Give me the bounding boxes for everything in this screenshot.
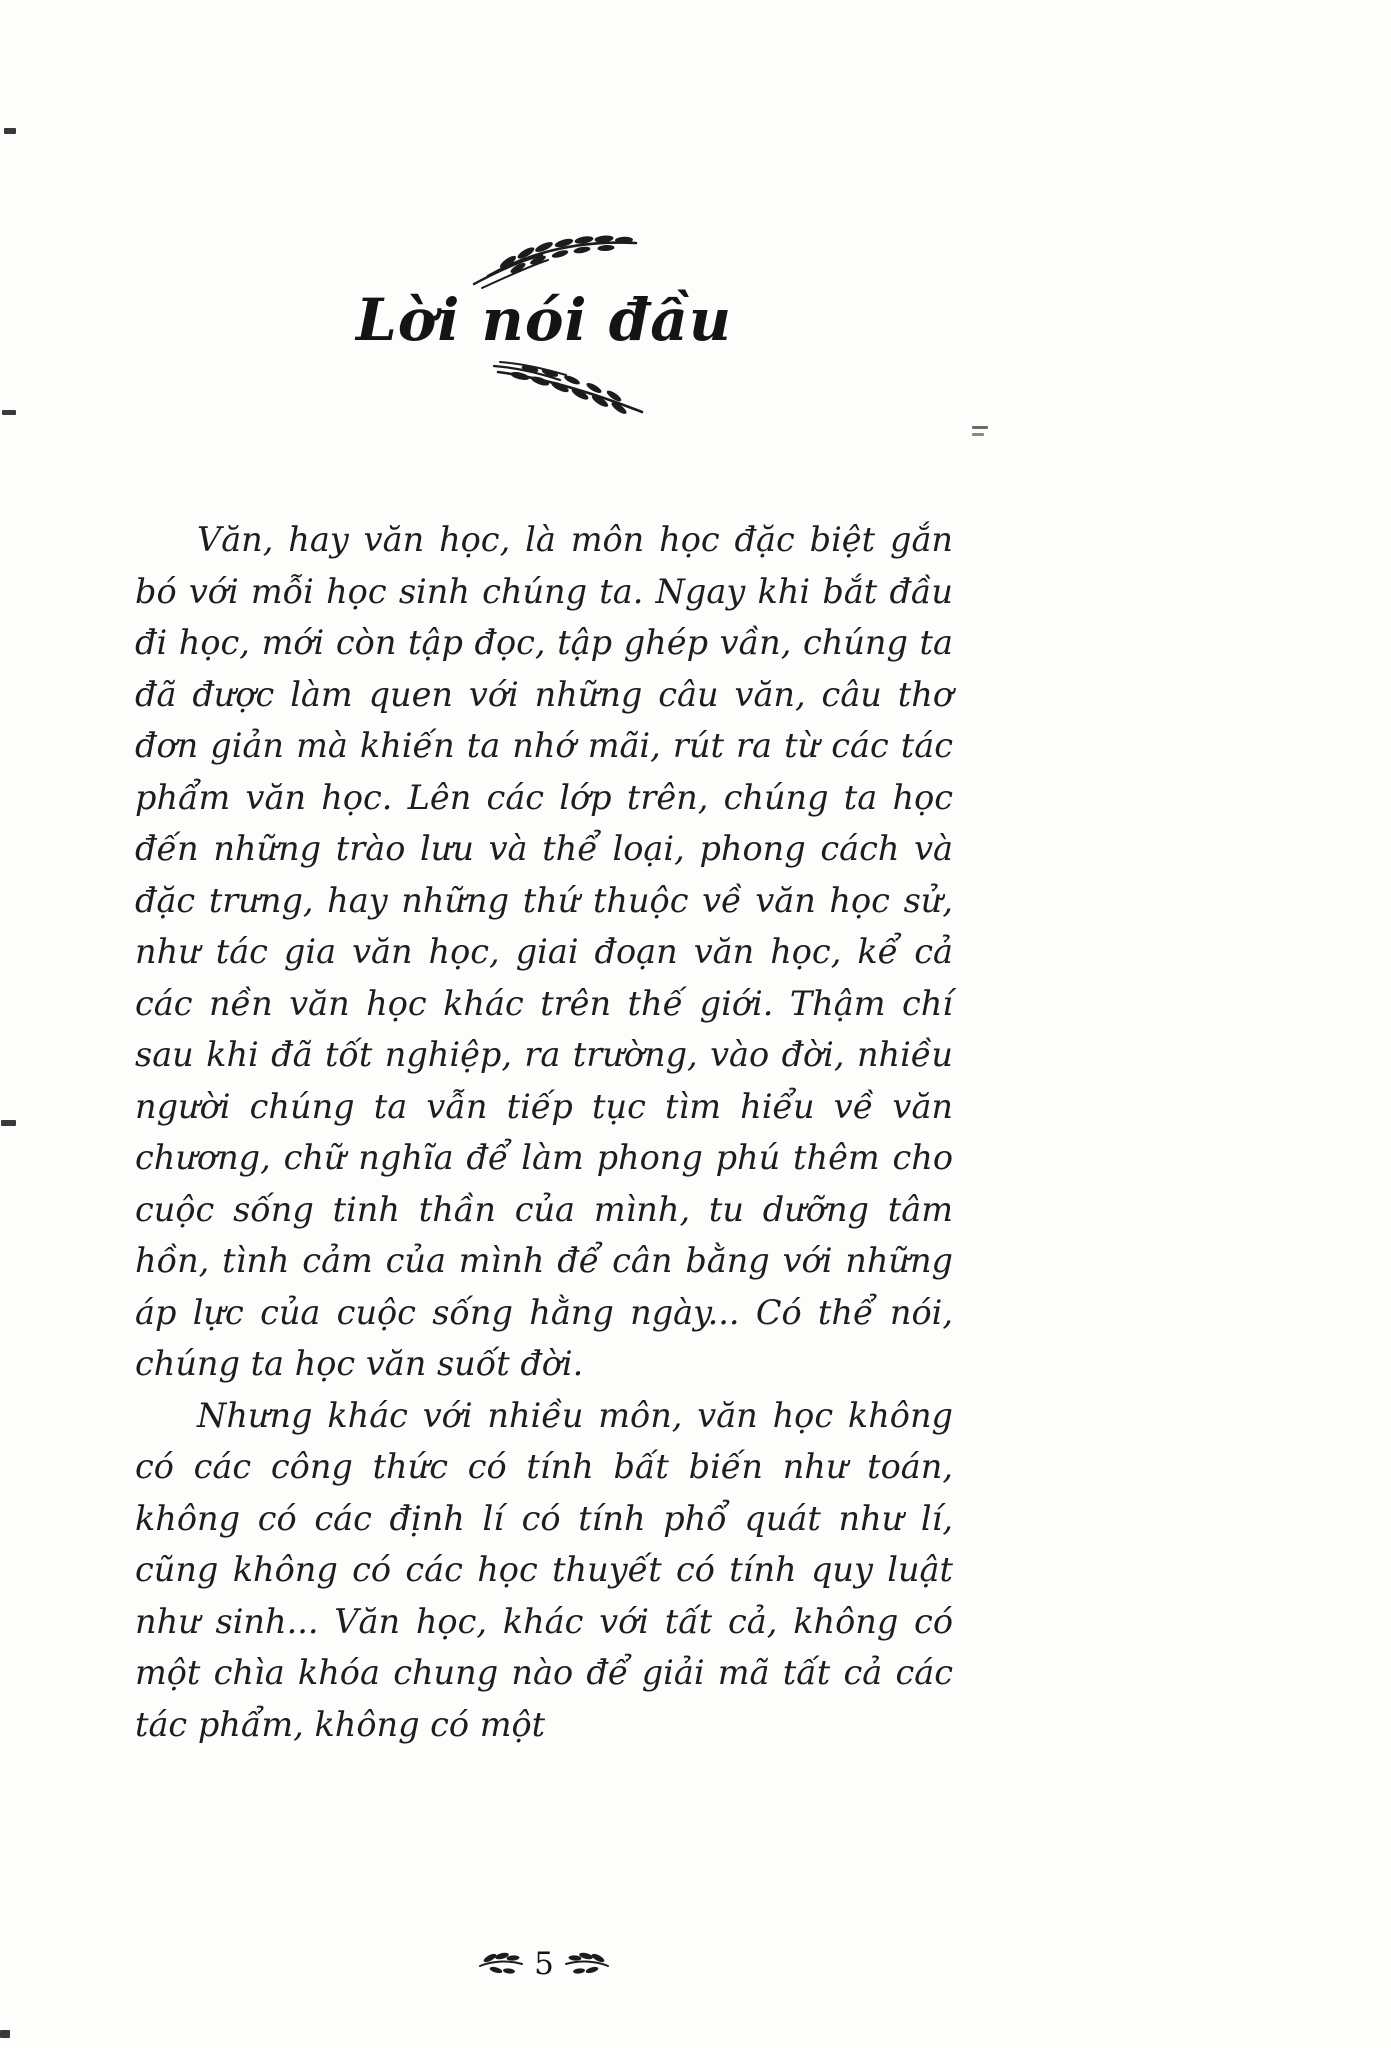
chapter-title: Lời nói đầu xyxy=(355,286,733,354)
page-footer xyxy=(135,1945,953,1982)
scan-artifact xyxy=(972,433,984,436)
preface-body xyxy=(135,514,953,1750)
scan-artifact xyxy=(0,2030,10,2038)
scan-artifact xyxy=(4,128,16,134)
paragraph: Văn, hay văn học, là môn học đặc biệt gắn bó với mỗi học sinh chúng ta. Ngay khi bắt đầu đi học, mới còn tập đọc, tập ghép vần, chúng ta đã được làm quen với những câu văn, câu thơ đơn giản mà khiến ta nhớ mãi, rút ra từ các tác phẩm văn học. Lên các lớp trên, chúng ta học đến những trào lưu và thể loại, phong cách và đặc trưng, hay những thứ thuộc về văn học sử, như tác gia văn học, giai đoạn văn học, kể cả các nền văn học khác trên thế giới. Thậm chí sau khi đã tốt nghiệp, ra trường, vào đời, nhiều người chúng ta vẫn tiếp tục tìm hiểu về văn chương, chữ nghĩa để làm phong phú thêm cho cuộc sống tinh thần của mình, tu dưỡng tâm hồn, tình cảm của mình để cân bằng với những áp lực của cuộc sống hằng ngày... Có thể nói, chúng ta học văn suốt đời. xyxy=(135,520,953,1383)
scan-artifact xyxy=(972,426,988,429)
page-number: 5 xyxy=(534,1945,554,1982)
leaf-sprig-ornament-bottom-icon xyxy=(492,360,648,422)
leaf-sprig-right-icon xyxy=(564,1948,610,1980)
paragraph: Nhưng khác với nhiều môn, văn học không có các công thức có tính bất biến như toán, không có các định lí có tính phổ quát như lí, cũng không có các học thuyết có tính quy luật như sinh... Văn học, khác với tất cả, không có một chìa khóa chung nào để giải mã tất cả các tác phẩm, không có một xyxy=(135,1395,953,1744)
scan-artifact xyxy=(2,410,16,415)
leaf-sprig-left-icon xyxy=(478,1948,524,1980)
leaf-sprig-ornament-top-icon xyxy=(468,222,644,292)
scan-artifact xyxy=(1,1120,16,1126)
